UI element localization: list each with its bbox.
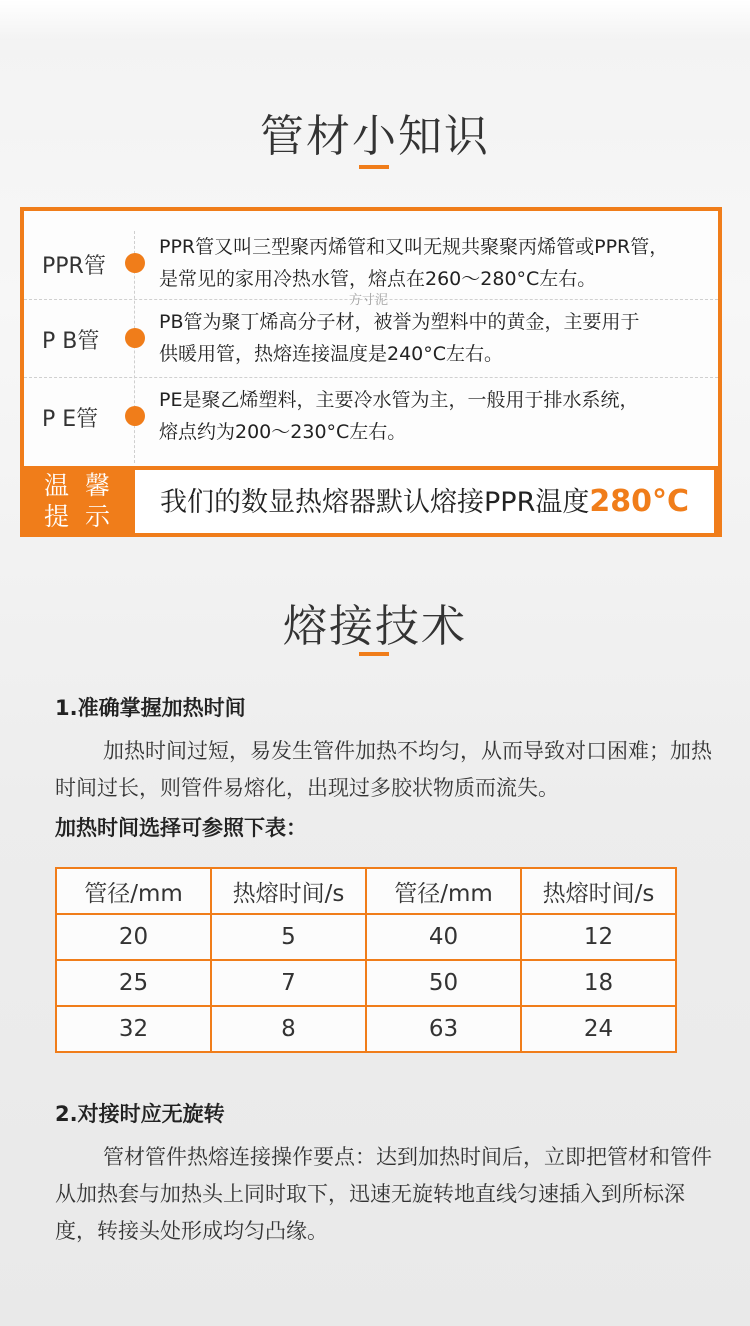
tip-label: 温 馨 提 示 [44, 471, 114, 531]
table-header-cell: 管径/mm [366, 868, 521, 914]
table-cell: 8 [211, 1006, 366, 1052]
bullet-dot-icon [125, 253, 145, 273]
fusion-title-underline [359, 652, 389, 656]
table-header-cell: 管径/mm [56, 868, 211, 914]
table-cell: 24 [521, 1006, 676, 1052]
knowledge-item-label: P B管 [42, 329, 100, 354]
section1-paragraph: 加热时间过短，易发生管件加热不均匀，从而导致对口困难；加热时间过长，则管件易熔化，出现过多胶状物质而流失。 [55, 739, 712, 800]
tip-banner [24, 466, 718, 537]
table-row [56, 914, 676, 960]
fusion-title: 熔接技术 [283, 601, 467, 652]
knowledge-item-text: PPR管又叫三型聚丙烯管和又叫无规共聚聚丙烯管或PPR管， 是常见的家用冷热水管，熔点在260～280°C左右。 [159, 236, 669, 290]
knowledge-item-text: PE是聚乙烯塑料，主要冷水管为主，一般用于排水系统， 熔点约为200～230°C左右。 [159, 389, 639, 443]
section1-heading: 1.准确掌握加热时间 [55, 696, 246, 720]
section2-heading: 2.对接时应无旋转 [55, 1102, 225, 1126]
heating-time-table [55, 867, 677, 1053]
bullet-dot-icon [125, 406, 145, 426]
knowledge-box [20, 207, 722, 537]
knowledge-item-pb [24, 299, 718, 378]
knowledge-item-label: P E管 [42, 407, 99, 432]
section2-paragraph: 管材管件热熔连接操作要点：达到加热时间后，立即把管材和管件从加热套与加热头上同时取下，迅速无旋转地直线匀速插入到所标深度，转接头处形成均匀凸缘。 [55, 1145, 712, 1243]
table-header-cell: 热熔时间/s [211, 868, 366, 914]
knowledge-title-underline [359, 165, 389, 169]
table-cell: 50 [366, 960, 521, 1006]
table-cell: 18 [521, 960, 676, 1006]
table-cell: 12 [521, 914, 676, 960]
table-cell: 20 [56, 914, 211, 960]
table-row [56, 1006, 676, 1052]
table-cell: 63 [366, 1006, 521, 1052]
table-cell: 32 [56, 1006, 211, 1052]
table-row [56, 960, 676, 1006]
table-header-cell: 热熔时间/s [521, 868, 676, 914]
table-cell: 40 [366, 914, 521, 960]
tip-content [135, 470, 714, 533]
knowledge-item-label: PPR管 [42, 254, 106, 279]
knowledge-item-ppr [24, 211, 718, 299]
tip-text: 我们的数显热熔器默认熔接PPR温度 [160, 487, 590, 518]
table-header-row [56, 868, 676, 914]
table-cell: 7 [211, 960, 366, 1006]
table-cell: 5 [211, 914, 366, 960]
table-intro: 加热时间选择可参照下表： [55, 816, 307, 840]
bullet-dot-icon [125, 328, 145, 348]
tip-temperature: 280°C [589, 484, 689, 519]
watermark: 方寸泥 [349, 293, 389, 308]
knowledge-item-text: PB管为聚丁烯高分子材，被誉为塑料中的黄金，主要用于 供暖用管，热熔连接温度是240°C左右。 [159, 311, 640, 365]
table-cell: 25 [56, 960, 211, 1006]
knowledge-item-pe [24, 377, 718, 467]
knowledge-title: 管材小知识 [260, 111, 490, 162]
